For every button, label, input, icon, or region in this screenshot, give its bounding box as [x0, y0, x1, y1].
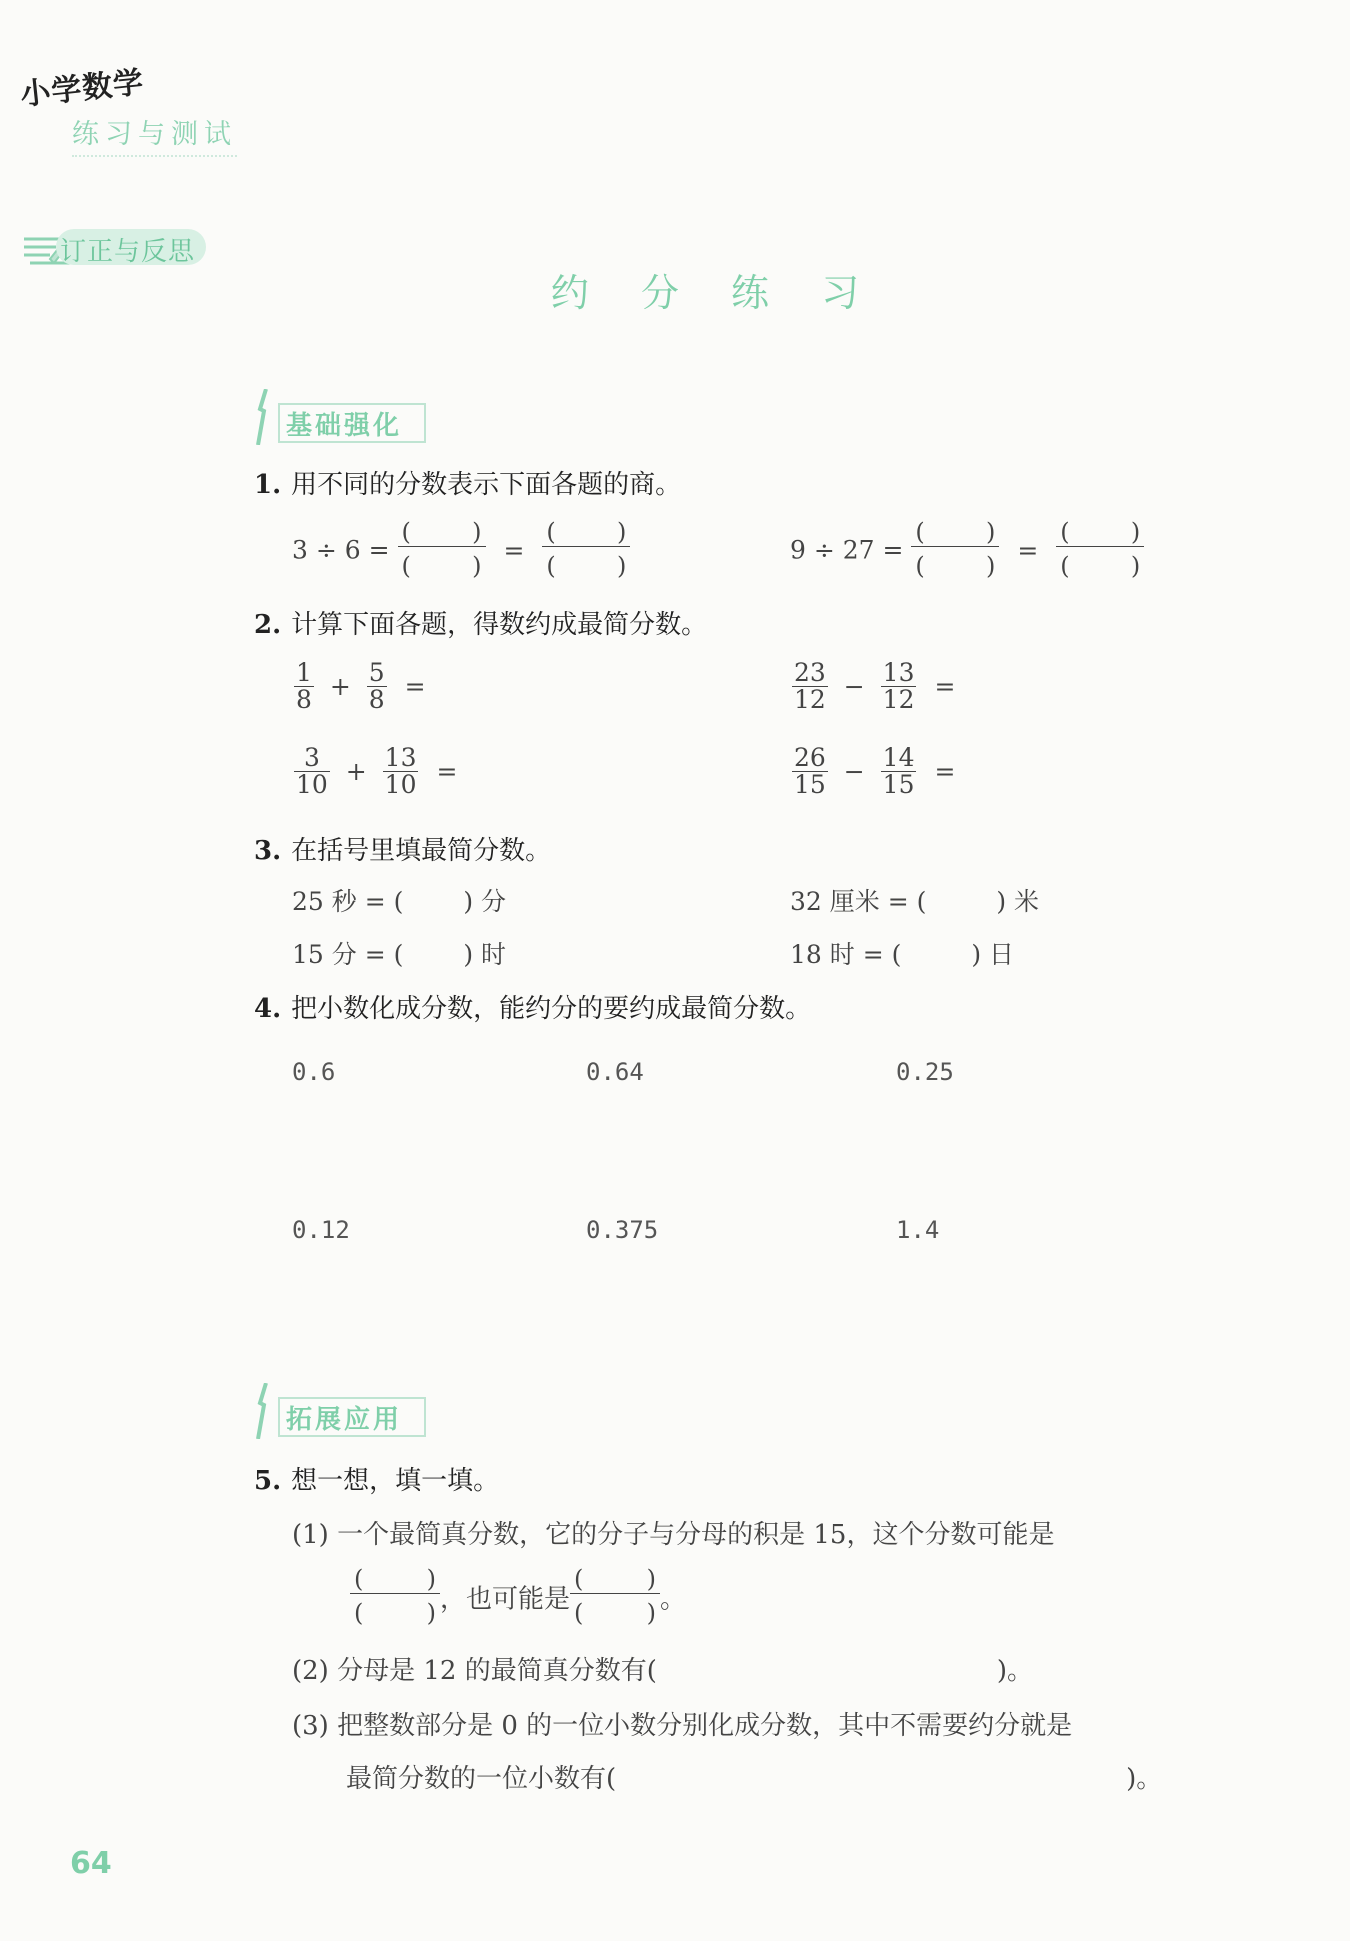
page-title: 约 分 练 习 — [550, 271, 880, 315]
question-4 — [254, 988, 811, 1025]
blank-fraction[interactable]: ( ) ( ) — [350, 1565, 440, 1629]
q3-item: 25 秒 = ( ) 分 — [292, 887, 507, 916]
question-1 — [254, 464, 681, 501]
q1-right-expression: 9 ÷ 27 = ( ) ( ) = ( ) ( ) — [790, 518, 1144, 582]
pen-mark-icon — [256, 1383, 270, 1439]
question-3 — [254, 830, 551, 867]
question-number: 4. — [254, 994, 282, 1024]
question-text: 用不同的分数表示下面各题的商。 — [291, 470, 682, 500]
question-2 — [254, 604, 707, 641]
question-text: 计算下面各题，得数约成最简分数。 — [291, 610, 708, 640]
question-5 — [254, 1460, 499, 1497]
q3-item: 32 厘米 = ( ) 米 — [790, 887, 1040, 916]
question-number: 5. — [254, 1466, 282, 1496]
q2-expression: $\frac{1}{8}$ + $\frac{5}{8}$ = — [296, 658, 426, 715]
question-number: 1. — [254, 470, 282, 500]
question-text: 在括号里填最简分数。 — [291, 836, 552, 866]
reflect-tab-label: 订正与反思 — [60, 237, 196, 267]
book-title: 小学数学 — [18, 64, 146, 113]
blank-fraction[interactable]: ( ) ( ) — [1056, 518, 1144, 582]
q2-expression: $\frac{23}{12}$ − $\frac{13}{12}$ = — [794, 658, 956, 715]
section-tag-basic — [256, 403, 424, 443]
section-label: 基础强化 — [286, 411, 403, 441]
question-number: 2. — [254, 610, 282, 640]
q5-part-1-answers: ( ) ( ) ，也可能是 ( ) ( ) 。 — [350, 1565, 686, 1629]
q2-expression: $\frac{26}{15}$ − $\frac{14}{15}$ = — [794, 743, 956, 800]
q5-part-2: (2) 分母是 12 的最简真分数有( )。 — [292, 1656, 1034, 1686]
q5-part-3-answer: 最简分数的一位小数有( )。 — [346, 1764, 1163, 1794]
q1-left-expression: 3 ÷ 6 = ( ) ( ) = ( ) ( ) — [292, 518, 630, 582]
decimal-item: 0.64 — [586, 1058, 644, 1086]
decimal-item: 0.375 — [586, 1216, 659, 1244]
blank-fraction[interactable]: ( ) ( ) — [398, 518, 486, 582]
section-label: 拓展应用 — [286, 1405, 403, 1435]
blank-fraction[interactable]: ( ) ( ) — [911, 518, 999, 582]
decimal-item: 0.25 — [896, 1058, 954, 1086]
q2-expression: $\frac{3}{10}$ + $\frac{13}{10}$ = — [296, 743, 458, 800]
page-number: 64 — [70, 1846, 112, 1881]
decimal-item: 0.12 — [292, 1216, 350, 1244]
q5-part-1: (1) 一个最简真分数，它的分子与分母的积是 15，这个分数可能是 — [292, 1520, 1055, 1550]
q3-item: 18 时 = ( ) 日 — [790, 940, 1015, 969]
blank-fraction[interactable]: ( ) ( ) — [542, 518, 630, 582]
q5-part-3: (3) 把整数部分是 0 的一位小数分别化成分数，其中不需要约分就是 — [292, 1711, 1073, 1741]
blank-fraction[interactable]: ( ) ( ) — [570, 1565, 660, 1629]
question-number: 3. — [254, 836, 282, 866]
pen-mark-icon — [256, 389, 270, 445]
decimal-item: 1.4 — [896, 1216, 940, 1244]
q3-item: 15 分 = ( ) 时 — [292, 940, 507, 969]
section-tag-extended — [256, 1397, 424, 1437]
book-subtitle: 练习与测试 — [72, 112, 237, 157]
question-text: 想一想，填一填。 — [291, 1466, 500, 1496]
decimal-item: 0.6 — [292, 1058, 336, 1086]
question-text: 把小数化成分数，能约分的要约成最简分数。 — [291, 994, 812, 1024]
